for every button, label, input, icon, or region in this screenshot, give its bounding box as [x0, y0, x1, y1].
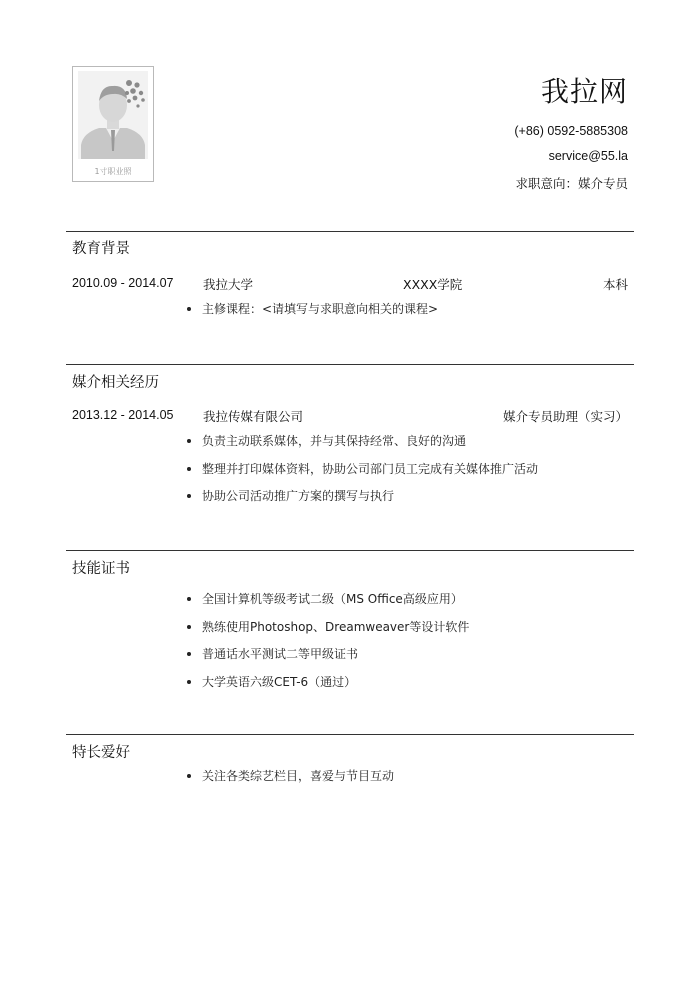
bullet-icon	[187, 680, 191, 684]
applicant-name: 我拉网	[540, 75, 628, 108]
bullet-icon	[187, 652, 191, 656]
list-item: 熟练使用Photoshop、Dreamweaver等设计软件	[186, 619, 469, 647]
list-item: 负责主动联系媒体，并与其保持经常、良好的沟通	[186, 433, 538, 461]
bullet-icon	[187, 439, 191, 443]
experience-date: 2013.12 - 2014.05	[72, 408, 174, 422]
photo-caption: 1寸职业照	[94, 167, 132, 176]
list-item: 全国计算机等级考试二级（MS Office高级应用）	[186, 591, 469, 619]
list-item: 协助公司活动推广方案的撰写与执行	[186, 488, 538, 516]
college-name: XXXX学院	[403, 277, 463, 292]
education-title: 教育背景	[72, 241, 130, 257]
experience-list	[186, 433, 538, 516]
degree: 本科	[602, 277, 628, 292]
school-name: 我拉大学	[203, 277, 254, 292]
bullet-icon	[187, 467, 191, 471]
hobbies-title: 特长爱好	[72, 745, 130, 761]
bullet-icon	[187, 597, 191, 601]
bullet-icon	[187, 625, 191, 629]
list-item: 关注各类综艺栏目，喜爱与节目互动	[186, 768, 394, 796]
position-title: 媒介专员助理（实习）	[502, 409, 628, 424]
company-name: 我拉传媒有限公司	[203, 409, 304, 424]
job-intent: 求职意向：媒介专员	[515, 176, 628, 191]
section-divider	[66, 231, 634, 232]
profile-photo	[72, 66, 154, 182]
skills-list	[186, 591, 469, 701]
list-item: 主修课程：<请填写与求职意向相关的课程>	[186, 301, 438, 329]
list-item: 大学英语六级CET-6（通过）	[186, 674, 469, 702]
section-divider	[66, 734, 634, 735]
person-silhouette-icon	[73, 67, 153, 181]
list-item: 整理并打印媒体资料，协助公司部门员工完成有关媒体推广活动	[186, 461, 538, 489]
bullet-icon	[187, 307, 191, 311]
email-address[interactable]: service@55.la	[548, 149, 628, 163]
section-divider	[66, 550, 634, 551]
list-item: 普通话水平测试二等甲级证书	[186, 646, 469, 674]
education-list	[186, 301, 438, 329]
experience-title: 媒介相关经历	[72, 375, 159, 391]
bullet-icon	[187, 494, 191, 498]
phone-number: (+86) 0592-5885308	[514, 124, 628, 138]
hobbies-list	[186, 768, 394, 796]
education-date: 2010.09 - 2014.07	[72, 276, 174, 290]
section-divider	[66, 364, 634, 365]
bullet-icon	[187, 774, 191, 778]
skills-title: 技能证书	[72, 561, 130, 577]
